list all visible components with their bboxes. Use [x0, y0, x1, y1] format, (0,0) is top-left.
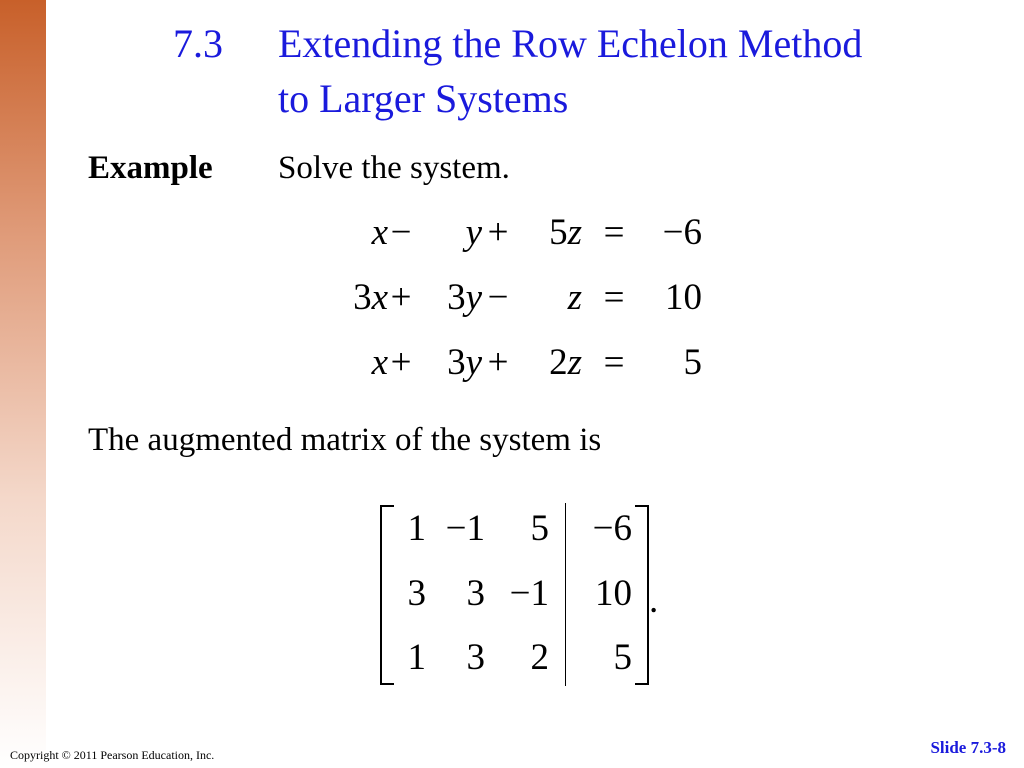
matrix-cell: 1 [407, 637, 426, 678]
equals-sign: = [603, 212, 625, 253]
example-text: Solve the system. [278, 150, 510, 186]
equation-z-term: 5z [549, 212, 582, 253]
equation-rhs: 10 [665, 277, 702, 318]
equals-sign: = [603, 342, 625, 383]
matrix-cell: −1 [445, 508, 485, 549]
matrix-period: . [649, 580, 659, 621]
title-line-1: Extending the Row Echelon Method [278, 21, 863, 66]
matrix-cell: 2 [530, 637, 549, 678]
equation-operator: − [390, 212, 412, 253]
matrix-cell: 3 [407, 573, 426, 614]
equation-x-term: x [371, 212, 388, 253]
equation-y-term: 3y [447, 277, 482, 318]
matrix-cell: 1 [407, 508, 426, 549]
equation-z-term: z [567, 277, 582, 318]
matrix-cell: 5 [613, 637, 632, 678]
matrix-cell: 10 [595, 573, 632, 614]
equation-operator: + [390, 277, 412, 318]
equation-operator: + [487, 342, 509, 383]
equation-y-term: 3y [447, 342, 482, 383]
matrix-cell: 3 [466, 573, 485, 614]
equation-operator: − [487, 277, 509, 318]
equation-x-term: 3x [353, 277, 388, 318]
example-label: Example [88, 150, 213, 186]
matrix-cell: −6 [592, 508, 632, 549]
matrix-row-1 [380, 505, 650, 553]
matrix-row-3 [380, 634, 650, 682]
equation-y-term: y [465, 212, 482, 253]
equals-sign: = [603, 277, 625, 318]
augmented-matrix-text: The augmented matrix of the system is [88, 422, 602, 458]
slide-number: Slide 7.3-8 [930, 738, 1006, 757]
equation-z-term: 2z [549, 342, 582, 383]
decorative-sidebar [0, 0, 46, 768]
copyright-text: Copyright © 2011 Pearson Education, Inc. [10, 748, 215, 762]
section-number: 7.3 [173, 21, 223, 66]
matrix-row-2 [380, 570, 650, 618]
equation-rhs: 5 [683, 342, 702, 383]
matrix-cell: 3 [466, 637, 485, 678]
equation-x-term: x [371, 342, 388, 383]
equation-operator: + [487, 212, 509, 253]
matrix-cell: −1 [509, 573, 549, 614]
equation-row-2 [300, 275, 710, 321]
title-line-2: to Larger Systems [278, 76, 569, 121]
equation-rhs: −6 [662, 212, 702, 253]
equation-row-3 [300, 340, 710, 386]
matrix-cell: 5 [530, 508, 549, 549]
equation-operator: + [390, 342, 412, 383]
equation-row-1 [300, 210, 710, 256]
